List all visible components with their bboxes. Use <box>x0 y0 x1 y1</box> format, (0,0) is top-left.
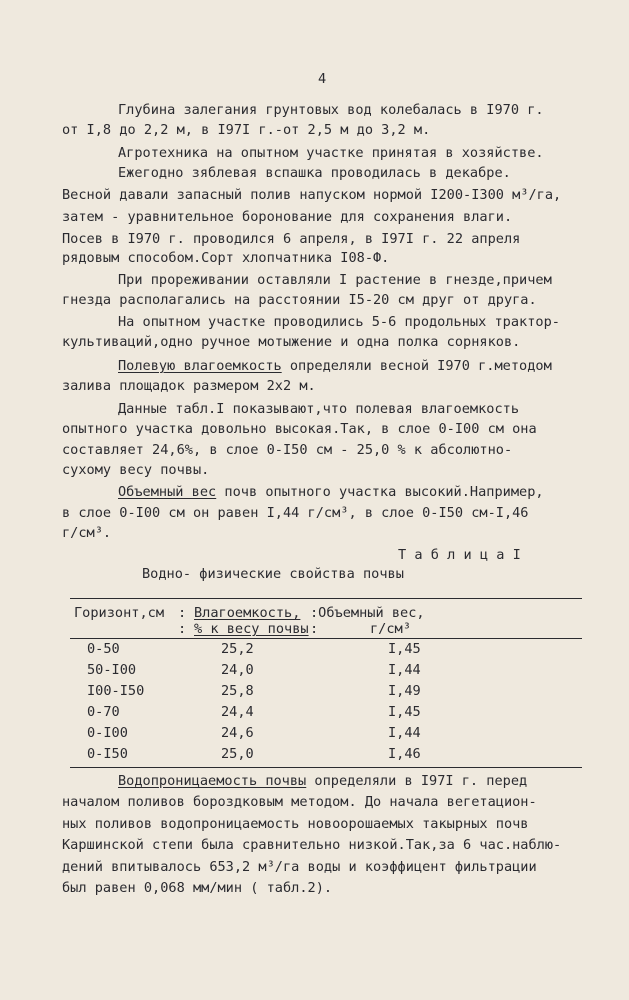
table-header-density: :Объемный вес, <box>310 605 425 621</box>
text-line: в слое 0-I00 см он равен I,44 г/см³, в слое 0-I50 см-I,46 <box>62 505 529 521</box>
text-line: г/см³. <box>62 525 112 541</box>
text-line: Посев в I970 г. проводился 6 апреля, в I97I г. 22 апреля <box>62 231 521 247</box>
text-span: определяли в I97I г. перед <box>306 773 528 789</box>
text-line: Данные табл.I показывают,что полевая влагоемкость <box>118 401 520 417</box>
text-line: сухому весу почвы. <box>62 462 210 478</box>
text-line: На опытном участке проводились 5-6 продольных трактор- <box>118 314 560 330</box>
text-line: Каршинской степи была сравнительно низкой.Так,за 6 час.наблю- <box>62 837 562 853</box>
text-line: залива площадок размером 2x2 м. <box>62 378 316 394</box>
table-cell: 0-I00 <box>87 725 128 741</box>
text-line: При прореживании оставляли I растение в гнезде,причем <box>118 272 552 288</box>
table-header-density-unit: г/см³ <box>370 621 411 637</box>
text-line: началом поливов бороздковым методом. До начала вегетацион- <box>62 794 537 810</box>
table-cell: I,45 <box>388 704 421 720</box>
text-line: гнезда располагались на расстоянии I5-20 см друг от друга. <box>62 292 537 308</box>
text-line: от I,8 до 2,2 м, в I97I г.-от 2,5 м до 3,2 м. <box>62 122 431 138</box>
table-cell: I00-I50 <box>87 683 145 699</box>
table-header-horizon: Горизонт,см <box>74 605 165 621</box>
text-line: составляет 24,6%, в слое 0-I50 см - 25,0 % к абсолютно- <box>62 442 513 458</box>
table-cell: I,44 <box>388 662 421 678</box>
table-header-separator: : <box>310 621 319 637</box>
table-cell: I,44 <box>388 725 421 741</box>
text-line: Агротехника на опытном участке принятая в хозяйстве. <box>118 145 544 161</box>
paragraph-permeability <box>118 772 527 790</box>
text-line: затем - уравнительное боронование для сохранения влаги. <box>62 209 513 225</box>
table-cell: I,45 <box>388 641 421 657</box>
table-header-capacity-unit: % к весу почвы <box>194 621 309 637</box>
text-span: почв опытного участка высокий.Например, <box>216 484 544 500</box>
underlined-term: Объемный вес <box>118 484 217 500</box>
table-cell: 24,4 <box>221 704 254 720</box>
table-cell: I,46 <box>388 746 421 762</box>
table-cell: 0-70 <box>87 704 120 720</box>
table-cell: 24,6 <box>221 725 254 741</box>
table-cell: 0-50 <box>87 641 120 657</box>
table-cell: 24,0 <box>221 662 254 678</box>
table-header-rule <box>70 638 582 639</box>
table-cell: 0-I50 <box>87 746 128 762</box>
table-cell: 50-I00 <box>87 662 137 678</box>
text-line: Глубина залегания грунтовых вод колебалась в I970 г. <box>118 102 544 118</box>
table-cell: 25,8 <box>221 683 254 699</box>
table-label: Т а б л и ц а I <box>398 547 521 563</box>
table-bottom-rule <box>70 767 582 768</box>
table-header-capacity: Влагоемкость, <box>194 605 301 621</box>
table-cell: I,49 <box>388 683 421 699</box>
text-line: был равен 0,068 мм/мин ( табл.2). <box>62 880 333 896</box>
table-cell: 25,0 <box>221 746 254 762</box>
table-header-separator: : <box>178 605 187 621</box>
page-number: 4 <box>318 71 327 87</box>
table-caption: Водно- физические свойства почвы <box>142 566 404 582</box>
text-span: определяли весной I970 г.методом <box>281 358 552 374</box>
underlined-term: Полевую влагоемкость <box>118 358 282 374</box>
table-top-rule <box>70 598 582 599</box>
text-line: ных поливов водопроницаемость новоорошаемых такырных почв <box>62 816 529 832</box>
underlined-term: Водопроницаемость почвы <box>118 773 307 789</box>
table-cell: 25,2 <box>221 641 254 657</box>
text-line: рядовым способом.Сорт хлопчатника I08-Ф. <box>62 250 390 266</box>
text-line: Весной давали запасный полив напуском нормой I200-I300 м³/га, <box>62 187 562 203</box>
paragraph-bulk-density <box>118 483 544 501</box>
paragraph-water-capacity <box>118 357 552 375</box>
table-header-separator: : <box>178 621 187 637</box>
text-line: культиваций,одно ручное мотыжение и одна полка сорняков. <box>62 334 521 350</box>
text-line: дений впитывалось 653,2 м³/га воды и коэффицент фильтрации <box>62 859 537 875</box>
text-line: Ежегодно зяблевая вспашка проводилась в декабре. <box>118 165 511 181</box>
text-line: опытного участка довольно высокая.Так, в слое 0-I00 см она <box>62 421 537 437</box>
